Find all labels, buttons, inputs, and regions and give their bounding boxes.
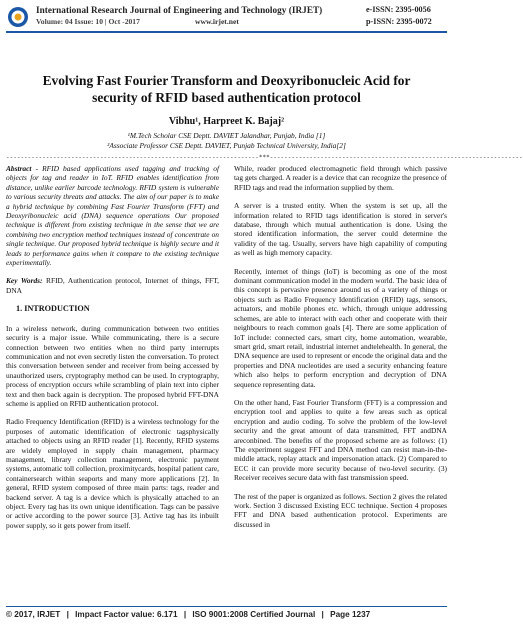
right-paragraph-5: The rest of the paper is organized as follows. Section 2 gives the related work. Section 3 discussed Existing ECC technique. Section 4 proposes FFT and DNA based authentication protocol. Experiments are discussed in xyxy=(234,491,447,529)
e-issn: e-ISSN: 2395-0056 xyxy=(366,5,431,14)
abstract xyxy=(6,164,219,267)
right-paragraph-3: Recently, internet of things (IoT) is becoming as one of the most dominant communication model in the modern world. The basic idea of this concept is pervasive presence around us of a variety of things or objects such as Radio Frequency Identification (RFID) tags, sensors, actuators, and mobile phones etc. which, through unique addressing schemes, are able to interact with each other and cooperate with their neighbours to reach common goals [4]. There are some application of IoT include: connected cars, smart city, home automation, wearable, smart grid, smart retail, industrial internet andtelehealth. In general, the DNA sequence are used to represent or encode the original data and the properties and DNA nucleotides are used a security enhancing feature which also helps to perform encryption and decryption of DNA sequence representing data. xyxy=(234,266,447,389)
footer-separator: | xyxy=(66,610,69,619)
right-paragraph-4: On the other hand, Fast Fourier Transform (FFT) is a compression and encryption tool and applies to quite a few areas such as optical encryption and audio coding. To solve the problem of the low-level security and the great amount of data transmitted, FFT andDNA areconbined. The benefits of the proposed scheme are as follows: (1) The experiment suggest FFT and DNA method can resist man-in-the-middle attack, replay attack and impersonation attack. (2) Compared to ECC it can provide more security because of two-level security. (3) Receiver receives secure data with fast transmission speed. xyxy=(234,397,447,483)
right-column xyxy=(234,164,447,538)
journal-name: International Research Journal of Engineering and Technology (IRJET) xyxy=(36,5,323,15)
section-heading-introduction: 1. INTRODUCTION xyxy=(16,304,90,314)
footer-iso: ISO 9001:2008 Certified Journal xyxy=(192,610,316,619)
irjet-logo-icon xyxy=(6,6,30,28)
footer-separator: | xyxy=(321,610,324,619)
abstract-text: - RFID based applications used tagging and tracking of objects for tag and reader in IoT. RFID enables identification from distance, unlike earlier barcode technology. RFID system is vulnerable to various security threats and attacks. The aim of our paper is to make a hybrid technique by combining Fast Fourier Transform (FFT) and Deoxyribonucleic acid (DNA) sequence operations Our proposed technique is different from existing technique in the sense that we are combining two encryption method techniques instead of concentrate on single technique. Our proposed hybrid technique is highly secure and it leads to performance gains when it compare to the existing technique experimentally. xyxy=(6,164,219,268)
left-column xyxy=(6,164,219,539)
paper-title: Evolving Fast Fourier Transform and Deoxyribonucleic Acid for security of RFID based authentication protocol xyxy=(42,73,411,105)
footer-impact-factor: Impact Factor value: 6.171 xyxy=(75,610,178,619)
journal-header xyxy=(0,0,453,35)
paper-authors: Vibhu¹, Harpreet K. Bajaj² xyxy=(168,116,285,127)
intro-paragraph-1: In a wireless network, during communication between two entities security is a major issue. While communicating, there is a secure connection between two entities when no third party interrupts communication and not even secretly listen the conversation. To protect this conversation between sender and receiver from being accessed by unauthorized users, cryptography method can be used. In cryptography, process of encryption occurs while scrambling of plain text into cipher text and then back again is decryption. The proposed hybrid FFT-DNA scheme is applied on RFID authentication protocol. xyxy=(6,323,219,408)
keywords-text: RFID, Authentication protocol, Internet of things, FFT, DNA xyxy=(6,276,219,295)
footer-page-number: Page 1237 xyxy=(330,610,371,619)
header-rule xyxy=(6,31,447,33)
journal-website-link[interactable]: www.irjet.net xyxy=(195,17,239,26)
abstract-label: Abstract xyxy=(6,164,32,173)
footer-rule xyxy=(6,606,447,607)
keywords xyxy=(6,276,219,295)
page-footer xyxy=(6,610,447,619)
p-issn: p-ISSN: 2395-0072 xyxy=(366,17,432,26)
intro-paragraph-2: Radio Frequency Identification (RFID) is a wireless technology for the purposes of automatic identification of electronic tagsphysically attached to objects using an RFID reader [1]. Recently, RFID systems are widely employed in supply chain management, pharmacy management, library collection management, electronic payment systems, automatic toll collection, proximitycards, hospital patient care, containersearch within seaports and many more applications [2]. In general, RFID system composed of three main parts: tags, reader and backend server. A tag is a device which is physically attached to an object. Every tag has its own unique identification. Tags can be passive or active according to the power source [3]. Active tag has its inbuilt power supply, so it gets power from itself. xyxy=(6,417,219,530)
affiliation-2: ²Associate Professor CSE Deptt. DAVIET, Punjab Technical University, India[2] xyxy=(107,141,346,150)
right-paragraph-1: While, reader produced electromagnetic field through which passive tag gets charged. A reader is a device that can recognize the presence of RFID tags and read the information supplied by them. xyxy=(234,164,447,192)
footer-separator: | xyxy=(183,610,187,619)
keywords-label: Key Words: xyxy=(6,276,43,286)
separator-line: ----------------------------------------------------------------------***---------------------------------------------------------------------- xyxy=(6,154,523,161)
right-paragraph-2: A server is a trusted entity. When the system is set up, all the information related to RFID tags identification is stored in server's database, through which mutual authentication is done. Using the stored identification information, the server could determine the validity of the tag. Usually, servers have high capability of computing as well as high memory capacity. xyxy=(234,201,447,258)
affiliation-1: ¹M.Tech Scholar CSE Deptt. DAVIET Jalandhar, Punjab, India [1] xyxy=(127,131,326,140)
volume-issue: Volume: 04 Issue: 10 | Oct -2017 xyxy=(36,17,140,26)
footer-copyright: © 2017, IRJET xyxy=(6,610,61,619)
